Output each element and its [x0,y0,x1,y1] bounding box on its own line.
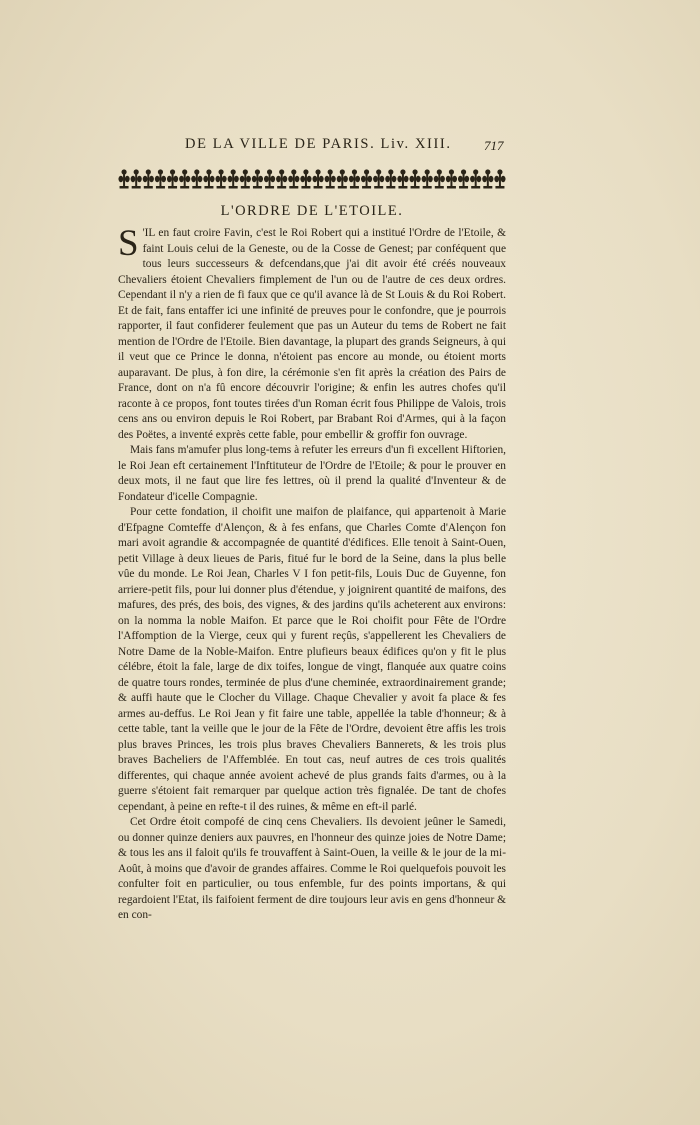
paragraph-1-text: 'IL en faut croire Favin, c'est le Roi Robert qui a institué l'Ordre de l'Etoile, & faint Louis celui de la Geneste, ou de la Cosse de Genest; par conféquent que tous leurs successeurs & defcendans,que j'ai dit avoir été créés nouveaux Chevaliers étoient Chevaliers fimplement de l'un ou de l'autre de ces deux ordres. Cependant il n'y a rien de fi faux que ce qu'il avance là de St Louis & du Roi Robert. Et de fait, fans entaffer ici une infinité de preuves pour le confondre, que je pourrois rapporter, il faut confiderer feulement que pas un Auteur du tems de Robert ne fait mention de l'Ordre de l'Etoile. Bien davantage, la plupart des grands Seigneurs, à qui il veut que ce Prince le donna, n'étoient pas encore au monde, ou étoient morts auparavant. De plus, à fon dire, la cérémonie s'en fit après la création des Pairs de France, dont on n'a fû encore découvrir l'origine; & enfin les autres chofes qu'il raconte à ce propos, font toutes tirées d'un Roman écrit fous Philippe de Valois, trois cens ans ou environ depuis le Roi Robert, par Brabant Roi d'Armes, qui à la façon des Poëtes, a inventé exprès cette fable, pour embellir & groffir fon ouvrage. [118,227,506,441]
paragraph-4: Cet Ordre étoit compofé de cinq cens Chevaliers. Ils devoient jeûner le Samedi, ou donner quinze deniers aux pauvres, en l'honneur des quinze joies de Notre Dame; & tous les ans il faloit qu'ils fe trouvaffent à Saint-Ouen, la veille & le jour de la mi-Août, à moins que d'avoir de grandes affaires. Comme le Roi quelquefois pouvoit les confulter foit en particulier, ou tous enfemble, fur des points importans, & qui regardoient l'Etat, ils faifoient ferment de dire toujours leur avis en gens d'honneur & en con- [118,816,506,921]
body-text [118,223,506,924]
page-number: 717 [484,138,504,153]
paragraph-2: Mais fans m'amufer plus long-tems à refuter les erreurs d'un fi excellent Hiftorien, le Roi Jean eft certainement l'Inftituteur de l'Ordre de l'Etoile; & pour le prouver en deux mots, il ne faut que lire fes lettres, où il prend la qualité d'Inventeur & de Fondateur d'icelle Compagnie. [118,444,506,503]
paragraph-3: Pour cette fondation, il choifit une maifon de plaifance, qui appartenoit à Marie d'Efpagne Comteffe d'Alençon, & à fes enfans, que Charles Comte d'Alençon fon mari avoit agrandie & accompagnée de quantité d'édifices. Elle tenoit à Saint-Ouen, petit Village à deux lieues de Paris, fitué fur le bord de la Seine, dans la plus belle vûe du monde. Le Roi Jean, Charles V I fon petit-fils, Louis Duc de Guyenne, fon arriere-petit fils, pour lui donner plus d'étendue, y joignirent quantité de maifons, des mafures, des prés, des bois, des vignes, & des jardins qu'ils acheterent aux environs: on la nomma la noble Maifon. Et parce que le Roi choifit pour Fête de l'Ordre l'Affomption de la Vierge, ceux qui y furent reçûs, s'appellerent les Chevaliers de Notre Dame de la Noble-Maifon. Entre plufieurs beaux édifices qu'on y fit le plus célébre, étoit la fale, large de dix toifes, longue de vingt, flanquée aux quatre coins de quatre tours rondes, terminée de plus d'une cheminée, extraordinairement grande; & auffi haute que le Clocher du Village. Chaque Chevalier y avoit fa place & fes armes au-deffus. Le Roi Jean y fit faire une table, appellée la table d'honneur; & à cette table, tant la veille que le jour de la Fête de l'Ordre, devoient être affis les trois plus braves Princes, les trois plus braves Chevaliers Bannerets, & les trois plus braves Bacheliers de l'Affemblée. En tout cas, neuf autres de ces trois qualités differentes, qui chaque année avoient achevé de plus grands faits d'armes, ou à la guerre s'étoient fait remarquer par quelque action très fignalée. De tant de chofes cependant, à peine en refte-t il des ruines, & même en eft-il parlé. [118,506,506,813]
section-title: L'ORDRE DE L'ETOILE. [220,203,404,219]
drop-cap: S [118,223,139,264]
paragraph-1 [118,223,506,443]
running-head: DE LA VILLE DE PARIS. Liv. XIII. [185,136,452,152]
fleuron-band-icon [118,168,506,190]
